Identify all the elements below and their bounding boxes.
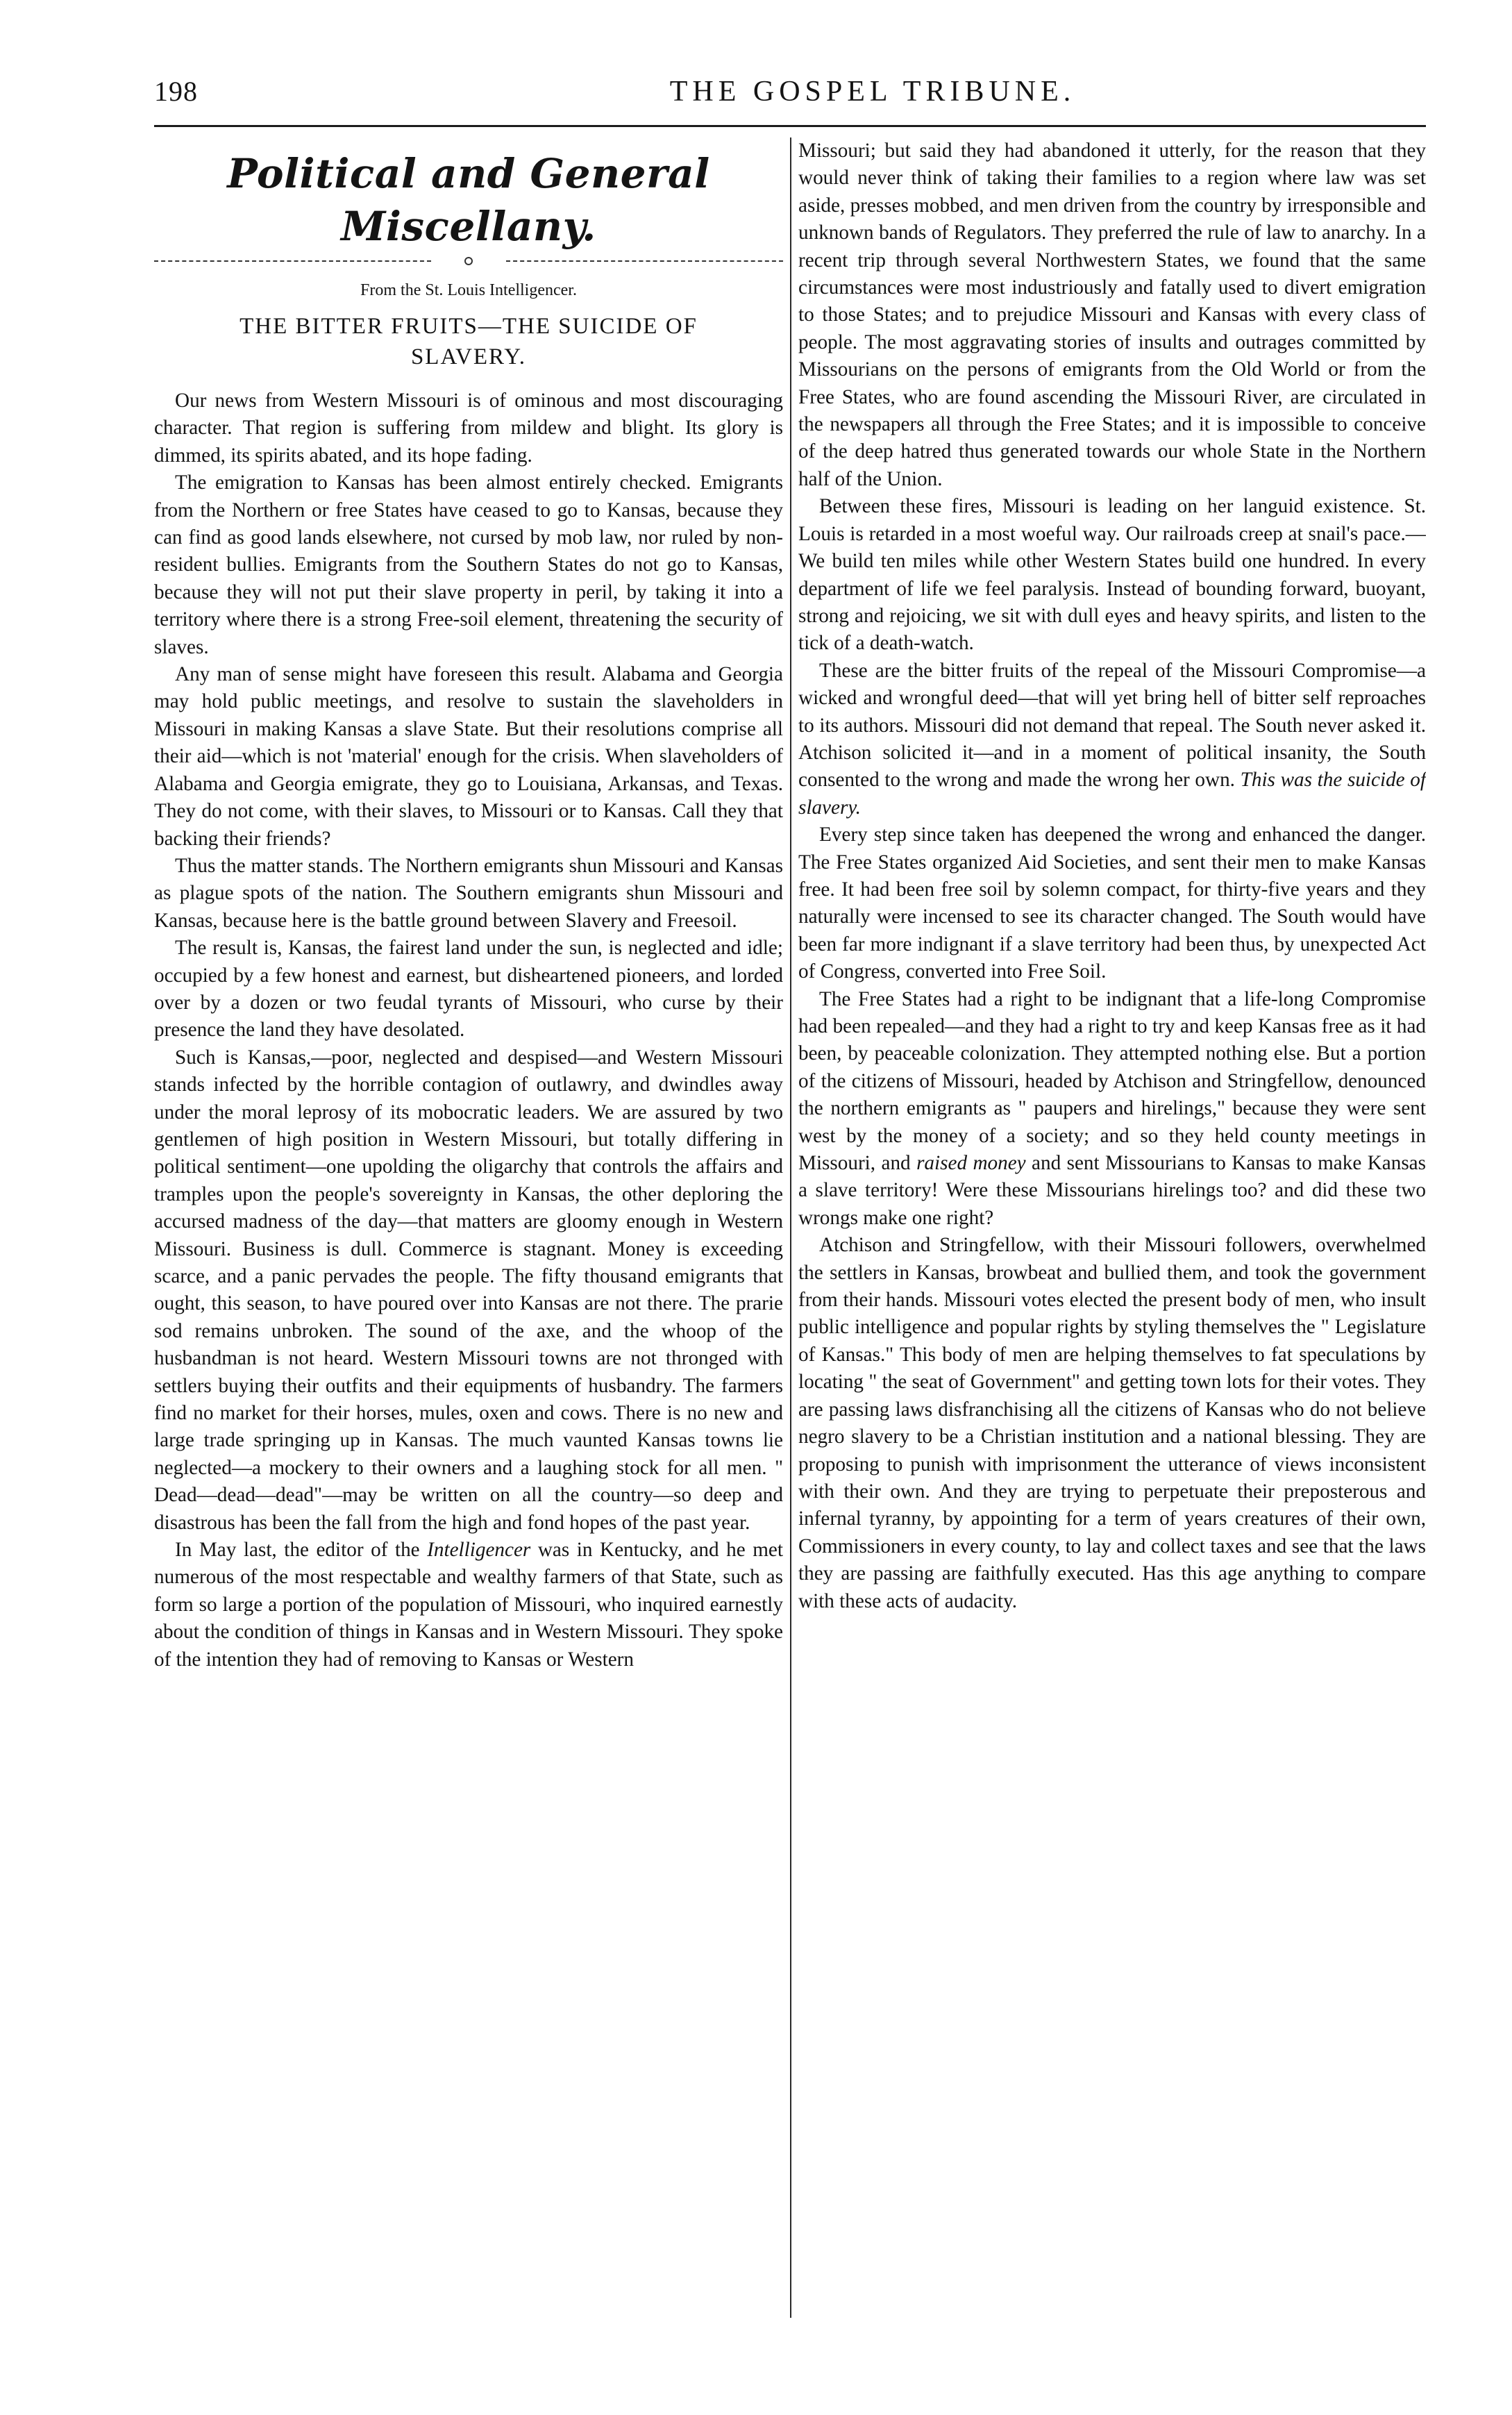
paragraph: Every step since taken has deepened the wrong and enhanced the danger. The Free States organized Aid Societies, and sent their men to make Kansas free. It had been free soil by solemn compact, for thirty-five years and they naturally were incensed to see its character changed. The South would have been far more indignant if a slave territory had been thus, by unexpected Act of Congress, converted into Free Soil. [798,824,1426,983]
italic-text: raised money [916,1152,1026,1175]
paragraph: The emigration to Kansas has been almost entirely checked. Emigrants from the Northern or free States have ceased to go to Kansas, because they can find as good lands elsewhere, not cursed by mob law, nor ruled by non-resident bullies. Emigrants from the Southern States do not go to Kansas, because they will not put their slave property in peril, by taking it into a territory where there is a strong Free-soil element, threatening the security of slaves. [154,471,783,658]
italic-text: Intelligencer [427,1539,531,1562]
paragraph: Atchison and Stringfellow, with their Missouri followers, overwhelmed the settlers in Kansas, browbeat and bullied them, and took the government from their hands. Missouri votes elected the present body of men, who insult public intelligence and popular rights by styling themselves the " Legislature of Kansas." This body of men are helping themselves to fat speculations by locating " the seat of Government" and getting town lots for their votes. They are passing laws disfranchising all the citizens of Kansas who do not believe negro slavery to be a Christian institution and a national blessing. They are proposing to punish with imprisonment the utterance of views inconsistent with their own. And they are trying to perpetuate their preposterous and infernal tyranny, by appointing for a term of years creatures of their own, Commissioners in every county, to lay and collect taxes and see that the laws they are passing are faithfully executed. Has this age anything to compare with these acts of audacity. [798,1234,1426,1612]
left-column [154,137,783,2346]
article-source: From the St. Louis Intelligencer. [360,281,577,299]
paragraph: Any man of sense might have foreseen this result. Alabama and Georgia may hold public meetings, and resolve to sustain the slaveholders in Missouri in making Kansas a slave State. But their resolutions comprise all their aid—which is not 'material' enough for the crisis. When slaveholders of Alabama and Georgia emigrate, they go to Louisiana, Arkansas, and Texas. They do not come, with their slaves, to Missouri or to Kansas. Call they that backing their friends? [154,663,783,850]
paragraph-continued: Missouri; but said they had abandoned it utterly, for the reason that they would never think of taking their families to a region where law was set aside, presses mobbed, and men driven from the country by irresponsible and unknown bands of Regulators. They preferred the rule of law to anarchy. In a recent trip through several Northwestern States, we found that the same circumstances were most industriously and fatally used to divert emigration to those States; and to prejudice Missouri and Kansas with every class of people. The most aggravating stories of insults and outrages committed by Missourians on the persons of emigrants from the Old World or from the Free States, who are found ascending the Missouri River, are circulated in the newspapers all through the Free States; and it is impossible to conceive of the deep hatred thus generated towards our whole State in the Northern half of the Union. [798,140,1426,490]
paragraph: Between these fires, Missouri is leading on her languid existence. St. Louis is retarded in a most woeful way. Our railroads creep at snail's pace.—We build ten miles while other Western States build one hundred. In every department of life we feel paralysis. Instead of bounding forward, buoyant, strong and rejoicing, we sit with dull eyes and heavy spirits, and listen to the tick of a death-watch. [798,495,1426,655]
header-rule [154,125,1426,127]
section-ornament [154,257,783,265]
paragraph [154,1537,783,1673]
text-run: was in Kentucky, and he met numerous of the most respectable and wealthy farmers of that State, such as form so large a portion of the population of Missouri, who inquired earnestly about the condition of things in Kansas and in Western Missouri. They spoke of the intention they had of removing to Kansas or Western [154,1539,783,1671]
paragraph: Such is Kansas,—poor, neglected and despised—and Western Missouri stands infected by the horrible contagion of outlawry, and dwindles away under the moral leprosy of its mobocratic leaders. We are assured by two gentlemen of high position in Western Missouri, but totally differing in political sentiment—one upolding the oligarchy that controls the affairs and tramples upon the people's sovereignty in Kansas, the other deploring the accursed madness of the day—that matters are gloomy enough in Western Missouri. Business is dull. Commerce is stagnant. Money is exceeding scarce, and a panic pervades the people. The fifty thousand emigrants that ought, this season, to have poured over into Kansas are not there. The prarie sod remains unbroken. The sound of the axe, and the whoop of the husbandman is not heard. Western Missouri towns are not thronged with settlers buying their outfits and their equipments of husbandry. The farmers find no market for their horses, mules, oxen and cows. There is no new and large trade springing up in Kansas. The much vaunted Kansas towns lie neglected—a mockery to their owners and a laughing stock for all men. " Dead—dead—dead"—may be written on all the country—so deep and disastrous has been the fall from the high and fond hopes of the past year. [154,1046,783,1534]
article-title: THE BITTER FRUITS—THE SUICIDE OF SLAVERY. [240,314,698,369]
text-run: The Free States had a right to be indignant that a life-long Compromise had been repealed—and they had a right to try and keep Kansas free as it had been, by peaceable colonization. They attempted nothing else. But a portion of the citizens of Missouri, headed by Atchison and Stringfellow, denounced the northern emigrants as " paupers and hirelings," because they were sent west by the money of a society; and so they held county meetings in Missouri, and [798,987,1426,1175]
journal-title: THE GOSPEL TRIBUNE. [669,76,1076,108]
running-head [154,75,1425,124]
paragraph: The result is, Kansas, the fairest land under the sun, is neglected and idle; occupied by a few honest and earnest, but disheartened pioneers, and lorded over by a dozen or two feudal tyrants of Missouri, who curse by their presence the land they have desolated. [154,937,783,1042]
right-column [798,137,1426,2346]
ornament-rule-left [154,260,431,262]
ornament-dot [464,257,473,265]
paragraph: Our news from Western Missouri is of ominous and most discouraging character. That region is suffering from mildew and blight. Its glory is dimmed, its spirits abated, and its hope fading. [154,390,783,467]
text-run: and sent Missourians to Kansas to make Kansas a slave territory! Were these Missourians hirelings too? and did these two wrongs make one right? [798,1152,1426,1229]
paragraph: Thus the matter stands. The Northern emigrants shun Missouri and Kansas as plague spots of the nation. The Southern emigrants shun Missouri and Kansas, because here is the battle ground between Slavery and Freesoil. [154,854,783,932]
paragraph [798,658,1426,821]
text-run: In May last, the editor of the [175,1539,428,1562]
section-heading: Political and General Miscellany. [227,150,710,250]
text-run: These are the bitter fruits of the repeal of the Missouri Compromise—a wicked and wrongful deed—that will yet bring hell of bitter self reproaches to its authors. Missouri did not demand that repeal. The South never asked it. Atchison solicited it—and in a moment of political insanity, the South consented to the wrong and made the wrong her own. [798,659,1426,792]
italic-text: This was the suicide of slavery. [798,769,1426,819]
column-divider [790,137,791,2318]
paragraph [798,986,1426,1232]
page-number: 198 [154,76,198,107]
ornament-rule-right [506,260,783,262]
